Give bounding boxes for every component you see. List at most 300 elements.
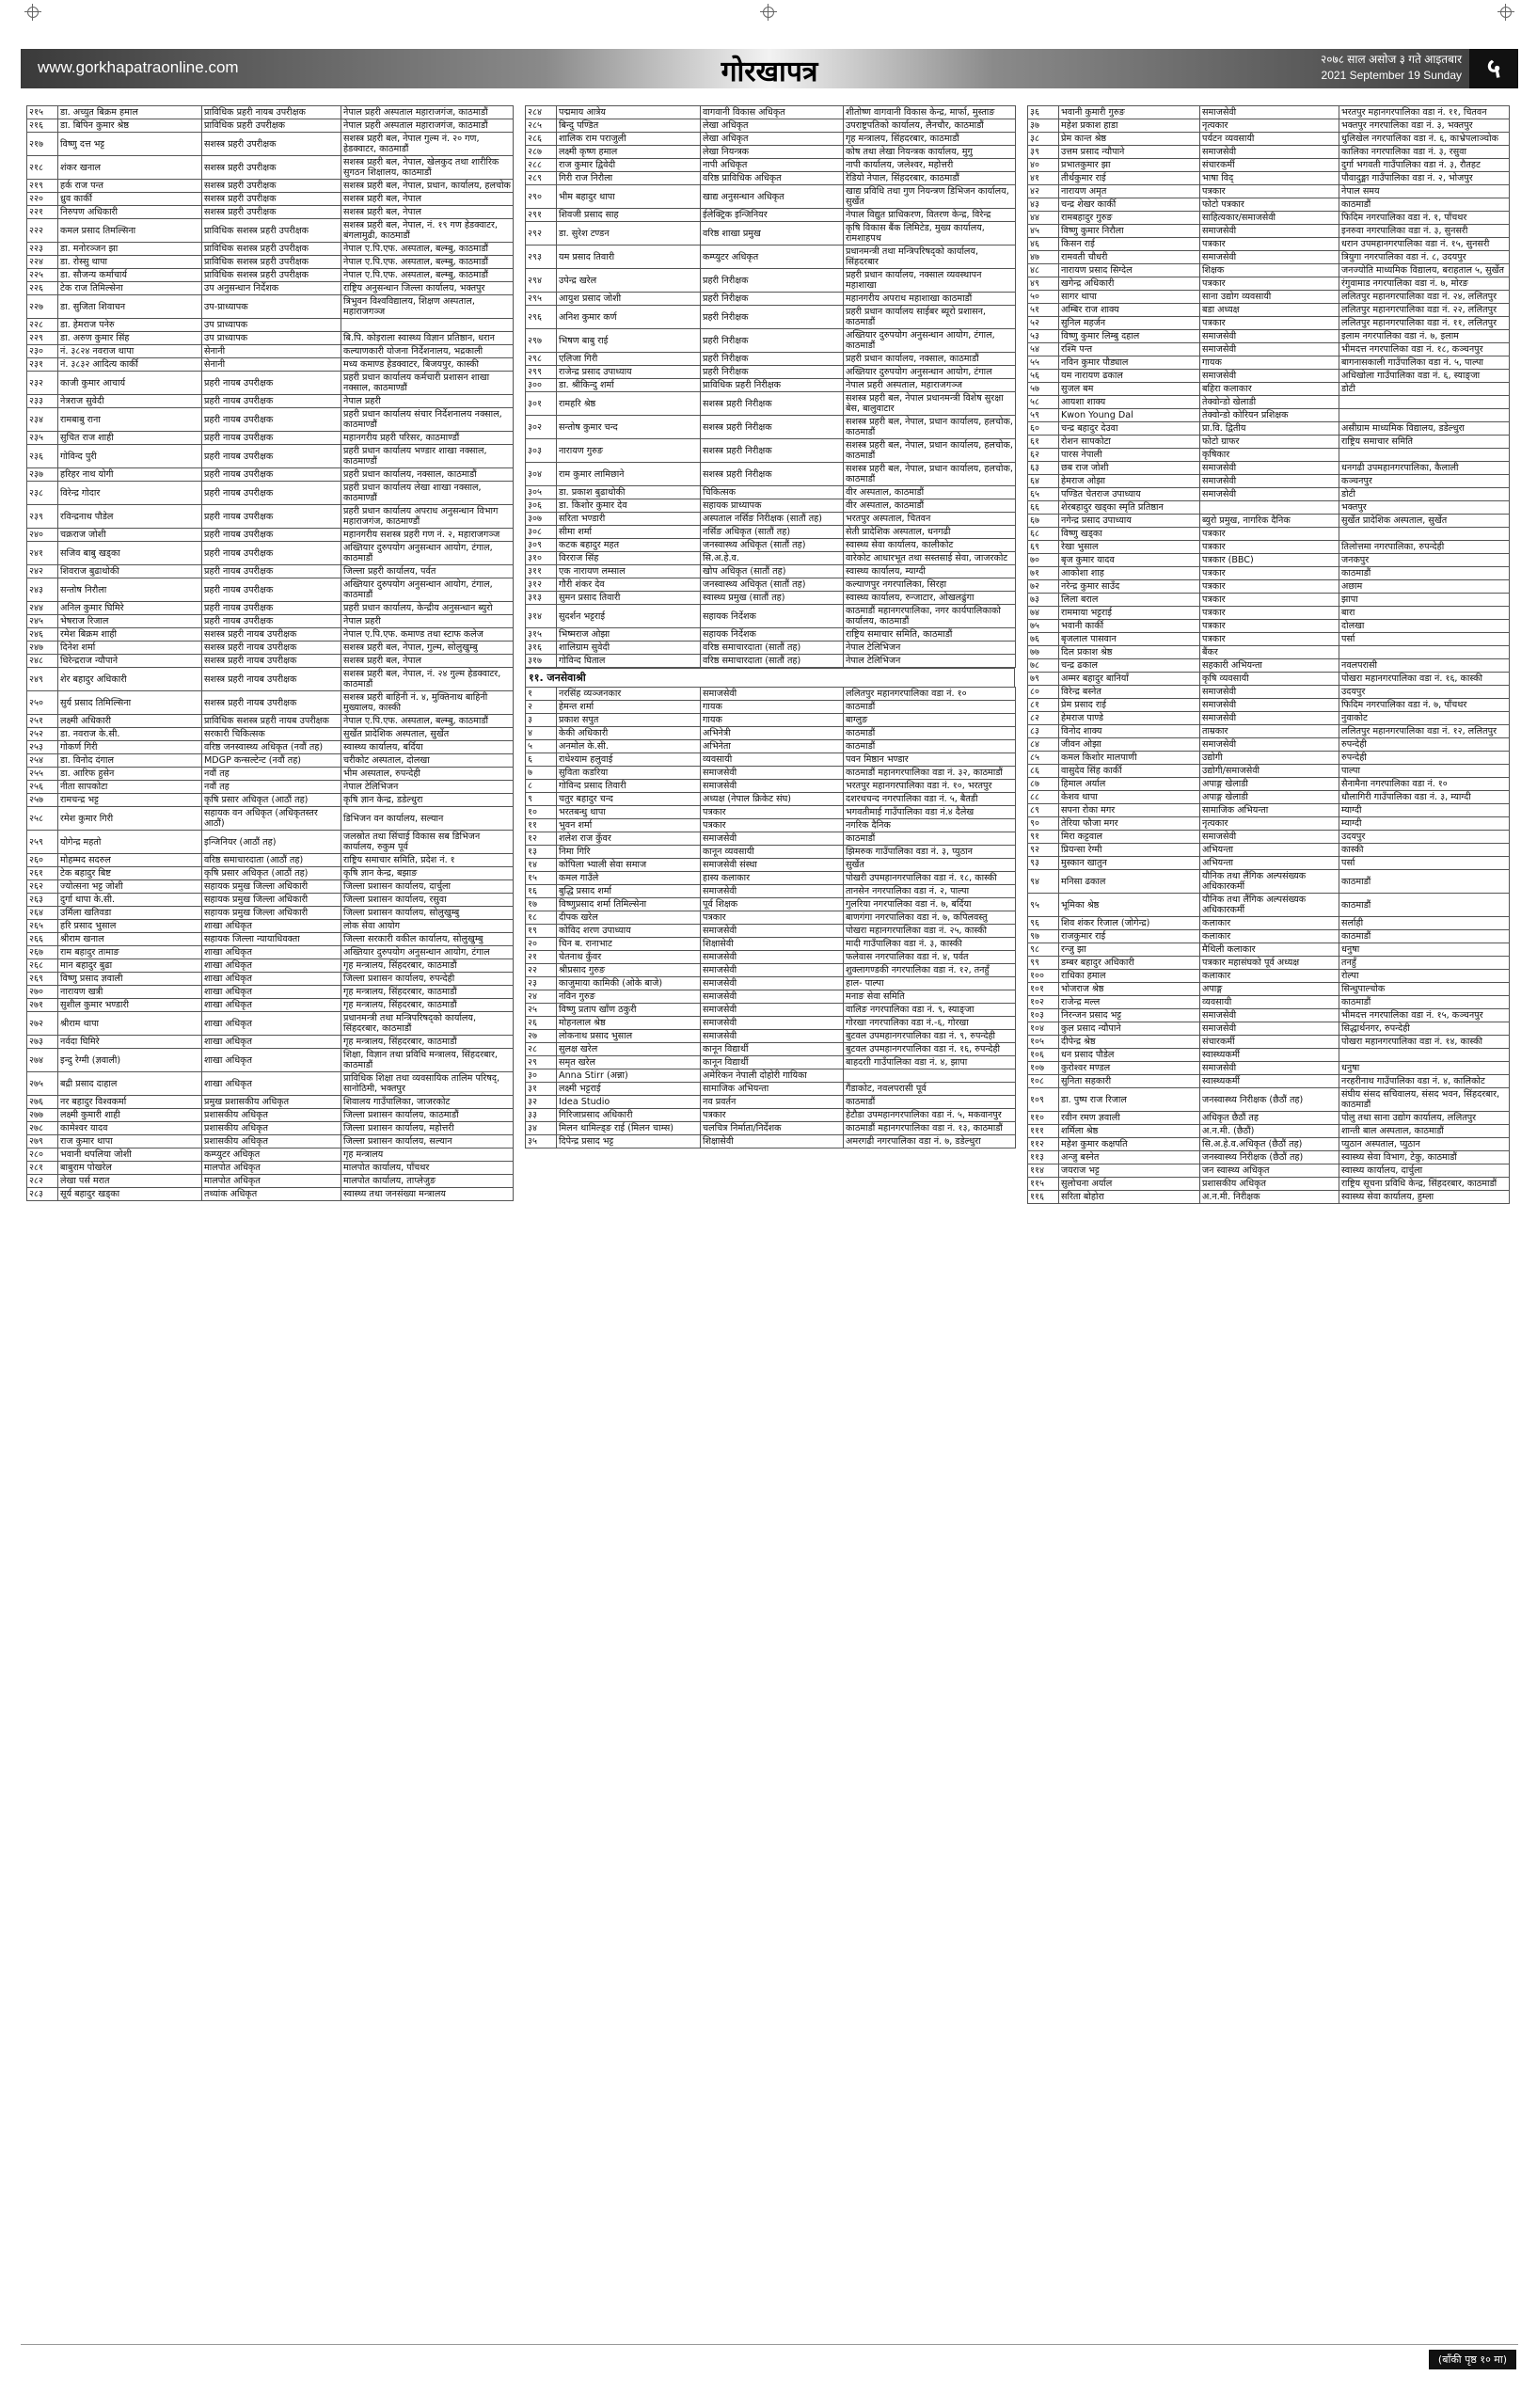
table-row [27,1109,514,1122]
address: सशस्त्र प्रहरी बल, नेपाल [341,206,514,219]
person-name: महेश कुमार कक्षपति [1059,1138,1200,1151]
table-row [526,106,1016,119]
designation: मैथिली कलाकार [1200,943,1339,957]
table-row [1028,1022,1510,1036]
address: नेपाल ए.पि.एफ. कमाण्ड तथा स्टाफ कलेज [341,628,514,642]
designation: बैंकर [1200,646,1339,659]
address: काठमाडौं [1339,198,1510,212]
serial-number: २४१ [27,542,58,565]
serial-number: ६६ [1028,501,1059,515]
address: भक्तपुर नगरपालिका वडा नं. ३, भक्तपुर [1339,119,1510,133]
serial-number: ९१ [1028,831,1059,844]
table-row [27,1175,514,1188]
table-row [526,526,1016,539]
table-row [27,907,514,920]
person-name: सुदर्शन भट्टराई [557,605,701,628]
serial-number: २२१ [27,206,58,219]
serial-number: २२३ [27,243,58,256]
address: राष्ट्रिय समाचार समिति, प्रदेश नं. १ [341,854,514,867]
serial-number: ४५ [1028,225,1059,238]
table-row [1028,356,1510,370]
address: रुपन्देही [1339,738,1510,752]
table-row [27,946,514,959]
address: स्वास्थ्य सेवा विभाग, टेकु, काठमाडौं [1339,1151,1510,1164]
serial-number: ८५ [1028,752,1059,765]
designation: गायक [701,714,844,727]
serial-number: ४३ [1028,198,1059,212]
designation: कलाकार [1200,930,1339,943]
serial-number: ७० [1028,554,1059,567]
designation: सशस्त्र प्रहरी उपरीक्षक [202,156,341,180]
address: पोखरी उपमहानगरपालिका वडा नं. १८, कास्की [844,872,1016,885]
registration-mark [760,4,777,21]
person-name: भवानी कार्की [1059,620,1200,633]
designation: हास्य कलाकार [701,872,844,885]
person-name: उर्मिला खतिवडा [58,907,202,920]
address: मध्य कमाण्ड हेडक्वाटर, बिजयपुर, कास्की [341,358,514,372]
table-row [27,1036,514,1049]
table-row [1028,475,1510,488]
serial-number: १० [526,806,557,819]
address: भरतपुर महानगरपालिका वडा नं. १०, भरतपुर [844,780,1016,793]
address [1339,646,1510,659]
table-row [27,445,514,468]
address: स्वास्थ्य सेवा कार्यालय, हुम्ला [1339,1191,1510,1204]
serial-number: २ [526,701,557,714]
person-name: विष्णु दत्त भट्ट [58,133,202,156]
table-row [1028,462,1510,475]
address: जिल्ला प्रशासन कार्यालय, सोलुखुम्बु [341,907,514,920]
table-row [27,615,514,628]
address: तिलोत्तमा नगरपालिका, रुपन्देही [1339,541,1510,554]
address [1339,396,1510,409]
address: जलस्रोत तथा सिंचाई विकास सब डिभिजन कार्यालय, रुकुम पूर्व [341,831,514,854]
address: कृषि ज्ञान केन्द्र, डडेल्धुरा [341,794,514,807]
designation: नृत्यकार [1200,119,1339,133]
table-row [526,1017,1016,1030]
person-name: रश्मि पन्त [1059,343,1200,356]
designation: इन्जिनियर (आठौं तह) [202,831,341,854]
table-row [1028,1062,1510,1075]
address: फिदिम नगरपालिका वडा नं. १, पाँचथर [1339,212,1510,225]
serial-number: २४४ [27,602,58,615]
designation: शिक्षासेवी [701,1135,844,1149]
serial-number: ८७ [1028,778,1059,791]
person-name: गिरिजाप्रसाद अधिकारी [557,1109,701,1122]
designation: प्रशासकीय अधिकृत [202,1122,341,1135]
designation: संचारकर्मी [1200,159,1339,172]
address: धनुषा [1339,1062,1510,1075]
person-name: बुद्धि प्रसाद शर्मा [557,885,701,898]
designation: लेखा अधिकृत [701,119,844,133]
address: फिदिम नगरपालिका वडा नं. ७, पाँचथर [1339,699,1510,712]
person-name: सीमा शर्मा [557,526,701,539]
table-row [1028,1036,1510,1049]
address: भीमदत्त नगरपालिका वडा नं. १८, कञ्चनपुर [1339,343,1510,356]
designation: अ.न.मी. निरीक्षक [1200,1191,1339,1204]
address: पौवादुङ्मा गाउँपालिका वडा नं. २, भोजपुर [1339,172,1510,185]
person-name: रामचन्द्र भट्ट [58,794,202,807]
designation: सि.अ.हे.व.अधिकृत (छैठौं तह) [1200,1138,1339,1151]
table-row [526,793,1016,806]
table-row [526,642,1016,655]
person-name: अनिल कुमार घिमिरे [58,602,202,615]
table-row [1028,894,1510,917]
person-name: सुलोचना अर्याल [1059,1178,1200,1191]
person-name: कमल प्रसाद तिमल्सिना [58,219,202,243]
table-row [526,951,1016,964]
designation: उप प्राध्यापक [202,332,341,345]
serial-number: २२६ [27,282,58,295]
designation: वरिष्ठ जनस्वास्थ्य अधिकृत (नवौं तह) [202,741,341,754]
designation: शिक्षक [1200,264,1339,277]
serial-number: ५५ [1028,356,1059,370]
table-row [1028,996,1510,1009]
person-name: विष्णु खड्का [1059,528,1200,541]
table-row [1028,198,1510,212]
table-row [526,1069,1016,1083]
person-name: एक नारायण लम्साल [557,565,701,578]
designation: यौनिक तथा लैंगिक अल्पसंख्यक अधिकारकर्मी [1200,894,1339,917]
address: नेपाल टेलिभिजन [844,642,1016,655]
address: काठमाडौं [844,1096,1016,1109]
designation: व्यवसायी [1200,996,1339,1009]
designation: चलचित्र निर्माता/निर्देशक [701,1122,844,1135]
serial-number: २१७ [27,133,58,156]
serial-number: ३१५ [526,628,557,642]
address: नापी कार्यालय, जलेश्वर, महोत्तरी [844,159,1016,172]
registration-mark [1497,4,1514,21]
serial-number: ३१६ [526,642,557,655]
person-name: हेमराज पाण्डे [1059,712,1200,725]
address: नेपाल ए.पि.एफ. अस्पताल, बल्म्बु, काठमाडौं [341,715,514,728]
person-name: रन्जु झा [1059,943,1200,957]
person-name: गोविन्द पुरी [58,445,202,468]
table-row [27,269,514,282]
serial-number: २९८ [526,353,557,366]
person-name: प्रभातकुमार झा [1059,159,1200,172]
serial-number: २७४ [27,1049,58,1072]
address: पर्सा [1339,857,1510,870]
person-name: नगेन्द्र प्रसाद उपाध्याय [1059,515,1200,528]
person-name: उपेन्द्र खरेल [557,269,701,293]
serial-number: ६० [1028,422,1059,436]
designation: खाद्य अनुसन्धान अधिकृत [701,185,844,209]
address: महानगरीय अपराध महाशाखा काठमाडौं [844,293,1016,306]
table-row [27,973,514,986]
person-name: सरिता बोहोरा [1059,1191,1200,1204]
address: स्वास्थ्य कार्यालय, रुन्जाटार, ओखलढुंगा [844,592,1016,605]
serial-number: ३१० [526,552,557,565]
table-row [526,246,1016,269]
serial-number: ५८ [1028,396,1059,409]
address: गृह मन्त्रालय, सिंहदरबार, काठमाडौं [341,959,514,973]
designation: अमेरिकन नेपाली दोहोरी गायिका [701,1069,844,1083]
designation: समाजसेवी [701,977,844,990]
serial-number: ६ [526,753,557,767]
person-name: डा. श्रीकिन्दु शर्मा [557,379,701,392]
designation: समाजसेवी [1200,1009,1339,1022]
address: पोलु तथा साना उद्योग कार्यालय, ललितपुर [1339,1112,1510,1125]
designation: सि.अ.हे.व. [701,552,844,565]
address: प्रधानमन्त्री तथा मन्त्रिपरिषद्को कार्यालय, सिंहदरबार [844,246,1016,269]
serial-number: २७ [526,1030,557,1043]
table-row [526,780,1016,793]
serial-number: ६७ [1028,515,1059,528]
serial-number: ३०३ [526,439,557,463]
designation: प्राविधिक सशस्त्र प्रहरी उपरीक्षक [202,219,341,243]
serial-number: २८१ [27,1162,58,1175]
designation: समाजसेवी [701,1017,844,1030]
address: प्युठान अस्पताल, प्युठान [1339,1138,1510,1151]
person-name: डा. नवराज के.सी. [58,728,202,741]
serial-number: २४६ [27,628,58,642]
designation: प्रहरी निरीक्षक [701,353,844,366]
table-row [1028,317,1510,330]
table-row [526,964,1016,977]
table-row [27,1122,514,1135]
address: रोल्पा [1339,970,1510,983]
address: नेपाल प्रहरी [341,395,514,408]
designation: फोटो पत्रकार [1200,198,1339,212]
designation: अभिनेत्री [701,727,844,740]
person-name: गिरी राज निरौला [557,172,701,185]
designation: पत्रकार [1200,567,1339,580]
table-row [526,578,1016,592]
serial-number: ११६ [1028,1191,1059,1204]
serial-number: ६२ [1028,449,1059,462]
designation: समाजसेवी संस्था [701,859,844,872]
serial-number: २५९ [27,831,58,854]
person-name: सजिव बाबु खड्का [58,542,202,565]
table-row [1028,699,1510,712]
address: त्रिभुवन विश्वविद्यालय, शिक्षण अस्पताल, महाराजगञ्ज [341,295,514,319]
person-name: रामबहादुर गुरुङ [1059,212,1200,225]
serial-number: ४० [1028,159,1059,172]
masthead [21,49,1518,88]
address: सर्लाही [1339,917,1510,930]
serial-number: २७६ [27,1096,58,1109]
person-name: राजकुमार राई [1059,930,1200,943]
designation: शाखा अधिकृत [202,946,341,959]
table-row [1028,930,1510,943]
table-row [1028,1112,1510,1125]
address: प्रहरी प्रधान कार्यालय संचार निर्देशनालय नक्साल, काठमाण्डौं [341,408,514,432]
serial-number: २८८ [526,159,557,172]
website-url[interactable]: www.gorkhapatraonline.com [38,58,239,76]
serial-number: २६२ [27,880,58,894]
designation: प्रहरी निरीक्षक [701,269,844,293]
serial-number: ७५ [1028,620,1059,633]
designation: प्रमुख प्रशासकीय अधिकृत [202,1096,341,1109]
person-name: प्रकाश सपुत [557,714,701,727]
person-name: डम्बर बहादुर अधिकारी [1059,957,1200,970]
table-row [27,156,514,180]
person-name: सपना रोका मगर [1059,804,1200,817]
table-row [27,219,514,243]
table-row [27,529,514,542]
person-name: कामेश्वर यादव [58,1122,202,1135]
table-row [1028,449,1510,462]
address: मालपोत कार्यालय, पाँचथर [341,1162,514,1175]
table-row [27,754,514,768]
person-name: रमेश बिक्रम शाही [58,628,202,642]
table-row [27,854,514,867]
person-name: सुचित राज शाही [58,432,202,445]
designation: कानून विद्यार्थी [701,1043,844,1056]
address: काठमाडौं महानगरपालिका वडा नं. ३२, काठमाडौं [844,767,1016,780]
serial-number: २२२ [27,219,58,243]
address: धुलिखेल नगरपालिका वडा नं. ६, काभ्रेपलाञ्चोक [1339,133,1510,146]
designation: प्रशासकीय अधिकृत [202,1109,341,1122]
serial-number: ७४ [1028,607,1059,620]
designation: कलाकार [1200,970,1339,983]
address: राष्ट्रिय समाचार समिति, काठमाडौं [844,628,1016,642]
serial-number: ४ [526,727,557,740]
janasewashree-table [1027,105,1510,1204]
serial-number: २३८ [27,482,58,505]
designation: पर्यटन व्यवसायी [1200,133,1339,146]
person-name: नारायण अमृत [1059,185,1200,198]
address: गृह मन्त्रालय [341,1149,514,1162]
designation: प्रहरी निरीक्षक [701,366,844,379]
table-row [1028,791,1510,804]
person-name: कोपिला भ्याली सेवा समाज [557,859,701,872]
table-row [526,159,1016,172]
table-row [526,392,1016,416]
address: नवलपरासी [1339,659,1510,673]
address: धनुषा [1339,943,1510,957]
serial-number: ३११ [526,565,557,578]
person-name: जीवन ओझा [1059,738,1200,752]
designation: कलाकार [1200,917,1339,930]
serial-number: २६५ [27,920,58,933]
person-name: पद्ममाय आत्रेय [557,106,701,119]
address: जिल्ला प्रशासन कार्यालय, रुपन्देही [341,973,514,986]
person-name: पण्डित चेतराज उपाध्याय [1059,488,1200,501]
serial-number: १७ [526,898,557,911]
designation: नर्सिङ अधिकृत (सातौं तह) [701,526,844,539]
designation: पत्रकार [701,806,844,819]
table-row [27,505,514,529]
table-row [526,655,1016,668]
table-row [27,119,514,133]
designation: अध्यक्ष (नेपाल क्रिकेट संघ) [701,793,844,806]
table-row [1028,620,1510,633]
address: सिद्धार्थनगर, रुपन्देही [1339,1022,1510,1036]
person-name: अम्मर बहादुर बानियाँ [1059,673,1200,686]
serial-number: २९५ [526,293,557,306]
address: पवन मिष्ठान भण्डार [844,753,1016,767]
designation: समाजसेवी [1200,475,1339,488]
person-name: लक्ष्मी अधिकारी [58,715,202,728]
person-name: डा. बिपिन कुमार श्रेष्ठ [58,119,202,133]
address: ललितपुर महानगरपालिका वडा नं. ११, ललितपुर [1339,317,1510,330]
address: हाल- पाल्पा [844,977,1016,990]
serial-number: ७३ [1028,594,1059,607]
designation: प्रहरी नायब उपरीक्षक [202,372,341,395]
designation: शाखा अधिकृत [202,1012,341,1036]
designation: पत्रकार [1200,607,1339,620]
serial-number: २३५ [27,432,58,445]
designation: गायक [1200,356,1339,370]
serial-number: २५ [526,1004,557,1017]
person-name: शिवराज बुढाथोकी [58,565,202,578]
address: म्याग्दी [1339,817,1510,831]
serial-number: २२४ [27,256,58,269]
serial-number: २७८ [27,1122,58,1135]
address: ललितपुर महानगरपालिका वडा नं. २४, ललितपुर [1339,291,1510,304]
designation: कृषि प्रसार अधिकृत (आठौं तह) [202,867,341,880]
serial-number: २६४ [27,907,58,920]
person-name: वासुदेव सिंह कार्की [1059,765,1200,778]
table-row [526,552,1016,565]
address: गृह मन्त्रालय, सिंहदरबार, काठमाडौं [341,999,514,1012]
address: जिल्ला प्रशासन कार्यालय, रसुवा [341,894,514,907]
designation: अपाङ्ग खेलाडी [1200,791,1339,804]
person-name: भोजराज श्रेष्ठ [1059,983,1200,996]
table-row [27,1162,514,1175]
designation: प्रशासकीय अधिकृत [202,1135,341,1149]
address: उपराष्ट्रपतिको कार्यालय, लैनचौर, काठमाडौं [844,119,1016,133]
serial-number: ११४ [1028,1164,1059,1178]
designation: कम्प्युटर अधिकृत [701,246,844,269]
person-name: रविन्द्रनाथ पौडेल [58,505,202,529]
person-name: मोहम्मद सदरुल [58,854,202,867]
table-row [27,1149,514,1162]
designation: उद्योगी/समाजसेवी [1200,765,1339,778]
designation: प्रहरी नायब उपरीक्षक [202,565,341,578]
serial-number: २४९ [27,668,58,691]
table-row [27,395,514,408]
table-row [1028,970,1510,983]
serial-number: ४४ [1028,212,1059,225]
person-name: विष्णु प्रताप खाँण ठकुरी [557,1004,701,1017]
address: जिल्ला प्रशासन कार्यालय, दार्चुला [341,880,514,894]
person-name: कोविद शरण उपाध्याय [557,925,701,938]
address: अमरगढी नगरपालिका वडा नं. ७, डडेल्धुरा [844,1135,1016,1149]
serial-number: ३१४ [526,605,557,628]
designation: समाजसेवी [1200,712,1339,725]
address: महानगरीय सशस्त्र प्रहरी गण नं. २, महाराजगञ्ज [341,529,514,542]
designation: जनस्वास्थ्य निरीक्षक (छैठौं तह) [1200,1151,1339,1164]
person-name: लक्ष्मी कृष्ण हमाल [557,146,701,159]
person-name: नारायण खत्री [58,986,202,999]
designation: प्राविधिक सशस्त्र प्रहरी उपरीक्षक [202,256,341,269]
table-row [1028,580,1510,594]
serial-number: ३७ [1028,119,1059,133]
serial-number: ३०४ [526,463,557,486]
address: प्रधानमन्त्री तथा मन्त्रिपरिषद्को कार्यालय, सिंहदरबार, काठमाडौं [341,1012,514,1036]
serial-number: १०२ [1028,996,1059,1009]
address: प्रहरी प्रधान कार्यालय, केन्द्रीय अनुसन्धान ब्युरो [341,602,514,615]
person-name: मोहनलाल श्रेष्ठ [557,1017,701,1030]
designation: सहायक प्राध्यापक [701,499,844,513]
person-name: मुस्कान खातुन [1059,857,1200,870]
serial-number: १०५ [1028,1036,1059,1049]
address: झिमरुक गाउँपालिका वडा नं. ३, प्युठान [844,846,1016,859]
serial-number: १४ [526,859,557,872]
table-row [27,691,514,715]
table-row [27,807,514,831]
serial-number: २४८ [27,655,58,668]
person-name: विनोद शाक्य [1059,725,1200,738]
address: राष्ट्रिय अनुसन्धान जिल्ला कार्यालय, भक्तपुर [341,282,514,295]
table-row [27,642,514,655]
person-name: रमेश कुमार गिरी [58,807,202,831]
address: भरतपुर महानगरपालिका वडा नं. ११, चितवन [1339,106,1510,119]
serial-number: २२८ [27,319,58,332]
